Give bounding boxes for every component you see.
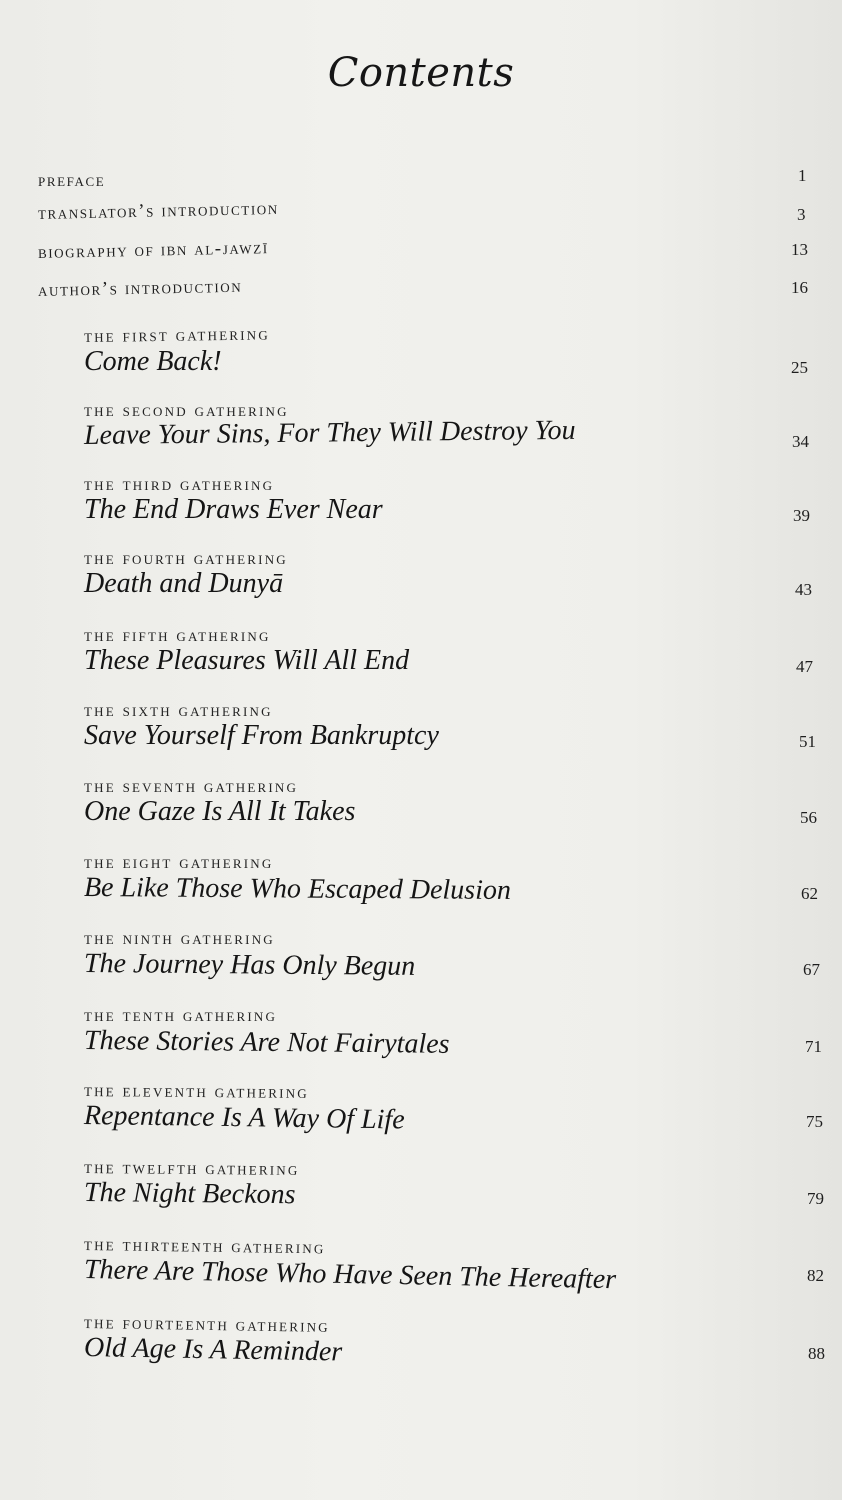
gathering-page: 67 [803, 960, 820, 979]
gathering-title: The End Draws Ever Near [84, 494, 383, 525]
gathering-label: the sixth gathering [84, 700, 273, 720]
gathering-label: the third gathering [84, 474, 275, 494]
gathering-title: Save Yourself From Bankruptcy [84, 720, 439, 751]
toc-gathering-12[interactable] [0, 1157, 842, 1231]
toc-gathering-6[interactable] [0, 700, 842, 774]
page-title: Contents [327, 50, 515, 96]
gathering-title: The Journey Has Only Begun [83, 948, 416, 982]
gathering-page: 79 [807, 1189, 824, 1208]
gathering-title: Old Age Is A Reminder [83, 1332, 343, 1368]
toc-entry-page: 13 [791, 240, 808, 259]
toc-gathering-5[interactable] [0, 625, 842, 699]
gathering-label: the first gathering [83, 323, 270, 346]
gathering-page: 82 [807, 1266, 824, 1285]
toc-gathering-4[interactable] [0, 548, 842, 622]
gathering-page: 39 [793, 506, 810, 525]
gathering-label: the fourth gathering [84, 548, 288, 568]
toc-gathering-11[interactable] [0, 1080, 842, 1154]
gathering-page: 56 [800, 808, 817, 827]
gathering-label: the fifth gathering [84, 625, 271, 645]
gathering-page: 75 [806, 1112, 823, 1131]
gathering-title: One Gaze Is All It Takes [84, 796, 356, 827]
gathering-title: Repentance Is A Way Of Life [83, 1100, 405, 1136]
gathering-label: the thirteenth gathering [83, 1234, 326, 1258]
gathering-label: the second gathering [84, 400, 289, 420]
gathering-page: 88 [808, 1344, 825, 1363]
gathering-page: 71 [805, 1037, 822, 1056]
gathering-page: 43 [795, 580, 812, 599]
toc-gathering-9[interactable] [0, 928, 842, 1002]
gathering-title: Come Back! [84, 346, 222, 377]
gathering-label: the tenth gathering [84, 1005, 278, 1025]
toc-entry-page: 3 [797, 205, 806, 224]
gathering-page: 62 [801, 884, 818, 903]
toc-entry-page: 16 [791, 278, 808, 297]
toc-gathering-14[interactable] [0, 1312, 842, 1386]
gathering-label: the ninth gathering [84, 928, 275, 948]
gathering-title: Be Like Those Who Escaped Delusion [83, 872, 512, 906]
gathering-label: the eight gathering [84, 852, 274, 872]
gathering-title: Death and Dunyā [84, 568, 284, 599]
gathering-label: the seventh gathering [84, 776, 299, 796]
gathering-title: These Pleasures Will All End [84, 645, 410, 676]
toc-gathering-7[interactable] [0, 776, 842, 850]
gathering-label: the fourteenth gathering [83, 1312, 331, 1336]
toc-gathering-3[interactable] [0, 474, 842, 548]
toc-entry-label: preface [38, 170, 106, 191]
toc-entry-page: 1 [798, 166, 807, 185]
gathering-label: the eleventh gathering [83, 1080, 310, 1102]
toc-entry-label: translator’s introduction [37, 197, 279, 224]
gathering-title: Leave Your Sins, For They Will Destroy You [83, 414, 576, 451]
toc-gathering-10[interactable] [0, 1005, 842, 1079]
toc-gathering-1[interactable] [0, 323, 842, 400]
toc-gathering-8[interactable] [0, 852, 842, 926]
gathering-page: 25 [791, 358, 808, 377]
gathering-page: 34 [792, 432, 809, 451]
toc-entry-label: biography of ibn al-jawzī [37, 237, 269, 263]
gathering-label: the twelfth gathering [83, 1157, 300, 1179]
toc-gathering-2[interactable] [0, 400, 842, 474]
gathering-title: These Stories Are Not Fairytales [83, 1025, 450, 1060]
gathering-page: 51 [799, 732, 816, 751]
toc-gathering-13[interactable] [0, 1234, 842, 1308]
gathering-title: The Night Beckons [83, 1177, 296, 1211]
gathering-page: 47 [796, 657, 813, 676]
toc-entry-label: author’s introduction [37, 275, 243, 301]
gathering-title: There Are Those Who Have Seen The Hereafter [83, 1254, 617, 1296]
